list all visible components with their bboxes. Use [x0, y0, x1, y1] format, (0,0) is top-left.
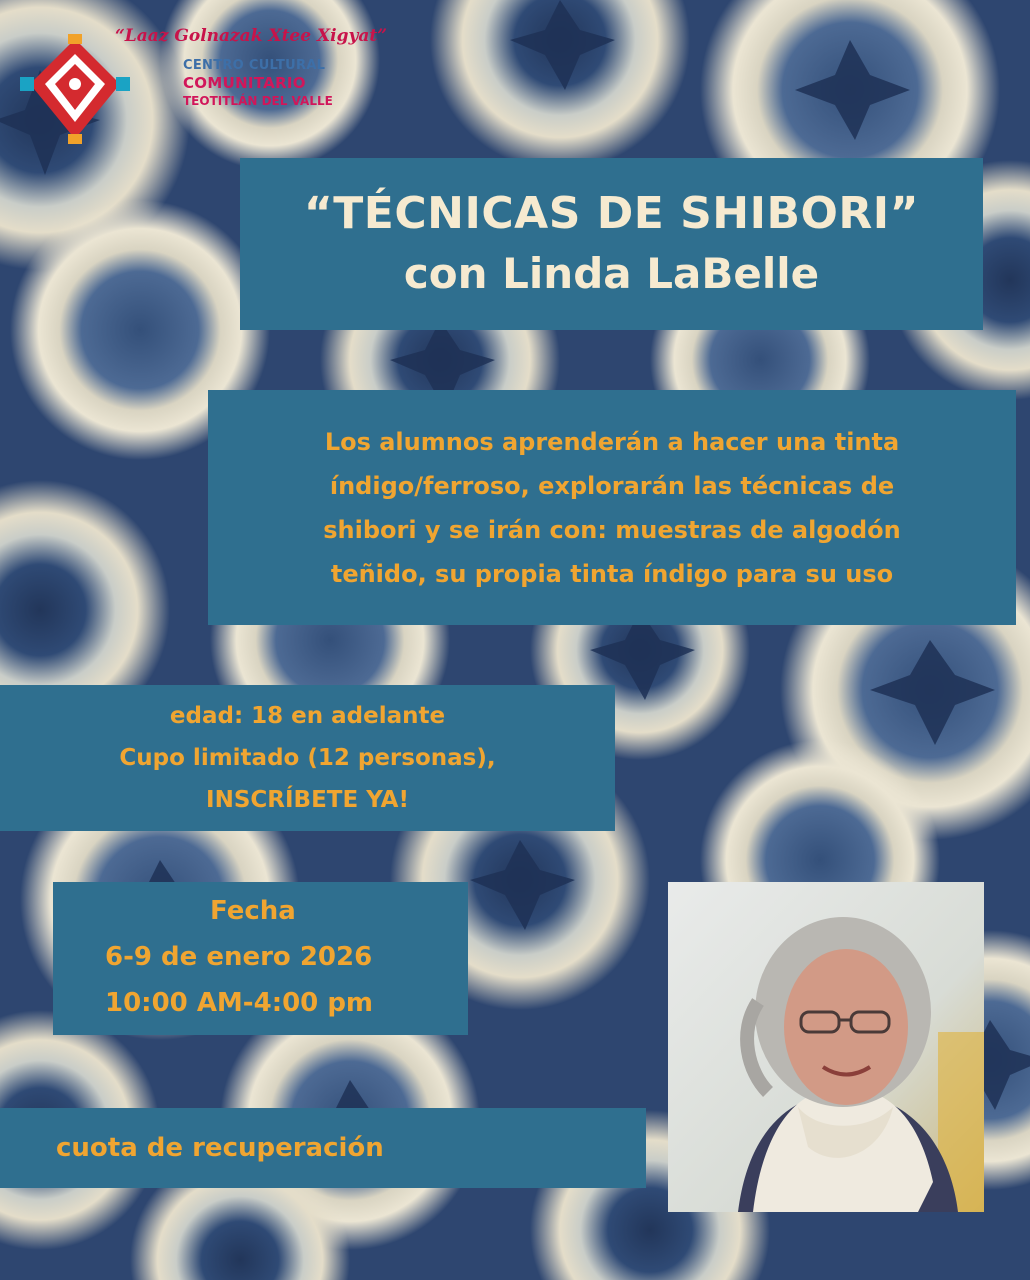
description-line: teñido, su propia tinta índigo para su uso: [330, 559, 894, 588]
logo-line-centro-cultural: CENTRO CULTURAL: [183, 58, 326, 73]
date-range: 6-9 de enero 2026: [105, 942, 373, 972]
workshop-title: “TÉCNICAS DE SHIBORI”: [303, 188, 920, 239]
time-range: 10:00 AM-4:00 pm: [105, 988, 374, 1018]
date-panel: [53, 882, 468, 1035]
fee-label: cuota de recuperación: [56, 1133, 384, 1163]
instructor-line: con Linda LaBelle: [403, 249, 820, 298]
instructor-photo: [668, 882, 984, 1212]
instructor-portrait-image: [668, 882, 984, 1212]
description-line: Los alumnos aprenderán a hacer una tinta: [324, 427, 900, 456]
age-requirement: edad: 18 en adelante: [169, 703, 446, 729]
description-line: shibori y se irán con: muestras de algodón: [323, 515, 901, 544]
description-panel: [208, 390, 1016, 625]
title-panel: [240, 158, 983, 330]
description-line: índigo/ferroso, explorarán las técnicas de: [329, 471, 895, 500]
signup-call-to-action: INSCRÍBETE YA!: [206, 787, 409, 813]
cultural-center-logo: [20, 26, 388, 146]
fee-panel: [0, 1108, 646, 1188]
zapotec-pattern-icon: [20, 34, 130, 144]
logo-line-comunitario: COMUNITARIO: [183, 74, 306, 92]
enrollment-info-panel: [0, 685, 615, 831]
logo-slogan: “Laaz Golnazak Xtee Xigyat”: [115, 26, 388, 46]
date-label: Fecha: [210, 896, 296, 926]
logo-line-location: TEOTITLÁN DEL VALLE: [183, 94, 333, 108]
capacity-note: Cupo limitado (12 personas),: [119, 745, 496, 771]
